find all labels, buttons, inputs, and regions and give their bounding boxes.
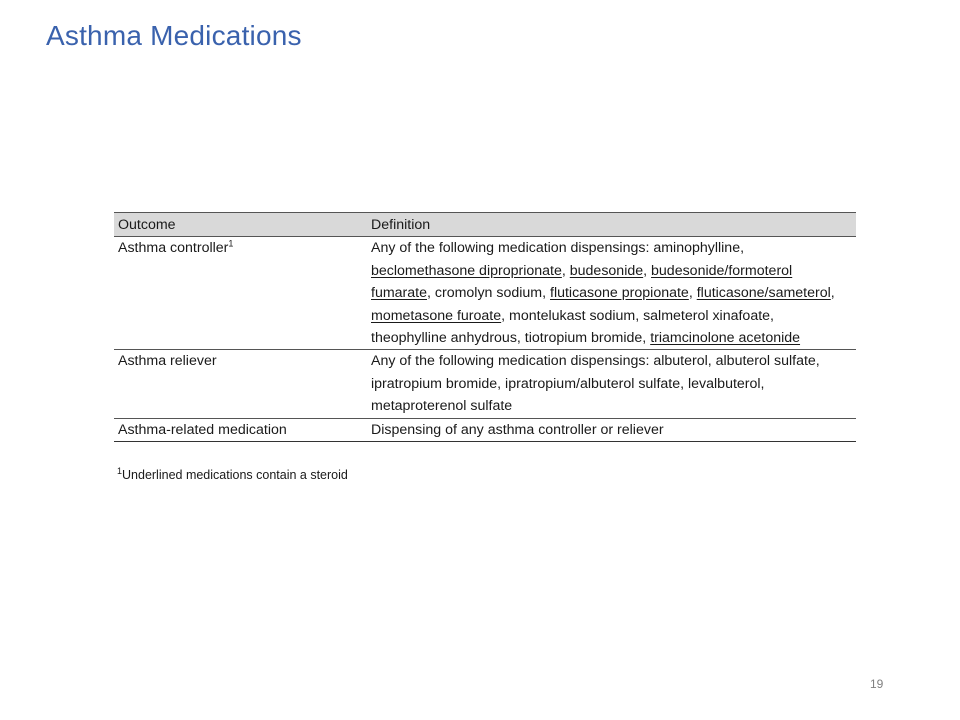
table-body — [114, 237, 856, 442]
header-outcome: Outcome — [114, 213, 367, 237]
table-row — [114, 350, 856, 418]
definition-cell — [367, 237, 856, 350]
definition-cell — [367, 418, 856, 441]
page-title: Asthma Medications — [46, 20, 302, 51]
outcome-cell — [114, 237, 367, 350]
outcome-cell — [114, 418, 367, 441]
table-row — [114, 418, 856, 441]
table-header-row — [114, 213, 856, 237]
steroid-medication: fluticasone propionate — [550, 285, 689, 302]
definition-text: Any of the following medication dispensings: albuterol, albuterol sulfate, ipratropium bromide, ipratropium/albuterol sulfate, levalbuterol, metaproterenol sulfate — [371, 353, 820, 415]
definition-text: Dispensing of any asthma controller or reliever — [371, 421, 664, 438]
outcome-cell — [114, 350, 367, 418]
definition-text: , — [643, 262, 652, 279]
steroid-medication: fluticasone/sameterol — [696, 285, 831, 302]
page-number: 19 — [870, 677, 884, 691]
steroid-medication: budesonide/formoterol fumarate — [371, 262, 793, 302]
definition-text: , — [830, 285, 835, 302]
table-row — [114, 237, 856, 350]
steroid-medication: triamcinolone acetonide — [650, 330, 801, 347]
definition-text: , cromolyn sodium, — [427, 285, 550, 302]
definition-text: , — [561, 262, 570, 279]
footnote-text: Underlined medications contain a steroid — [122, 468, 348, 482]
steroid-medication: beclomethasone diproprionate — [371, 262, 562, 279]
definition-text: , — [688, 285, 697, 302]
header-definition: Definition — [367, 213, 856, 237]
definition-cell — [367, 350, 856, 418]
definition-text: , montelukast sodium, salmeterol xinafoate, theophylline anhydrous, tiotropium bromide, — [371, 307, 774, 347]
footnote-marker: 1 — [117, 465, 123, 476]
outcome-label: Asthma-related medication — [118, 421, 287, 438]
steroid-medication: budesonide — [569, 262, 644, 279]
definition-text: Any of the following medication dispensings: aminophylline, — [371, 240, 745, 257]
medications-table-container — [114, 212, 856, 442]
outcome-label: Asthma reliever — [118, 353, 217, 370]
medications-table — [114, 212, 856, 442]
footnote — [117, 465, 348, 482]
steroid-medication: mometasone furoate — [371, 307, 502, 324]
outcome-label: Asthma controller — [118, 240, 229, 257]
outcome-footnote-marker: 1 — [228, 238, 234, 249]
